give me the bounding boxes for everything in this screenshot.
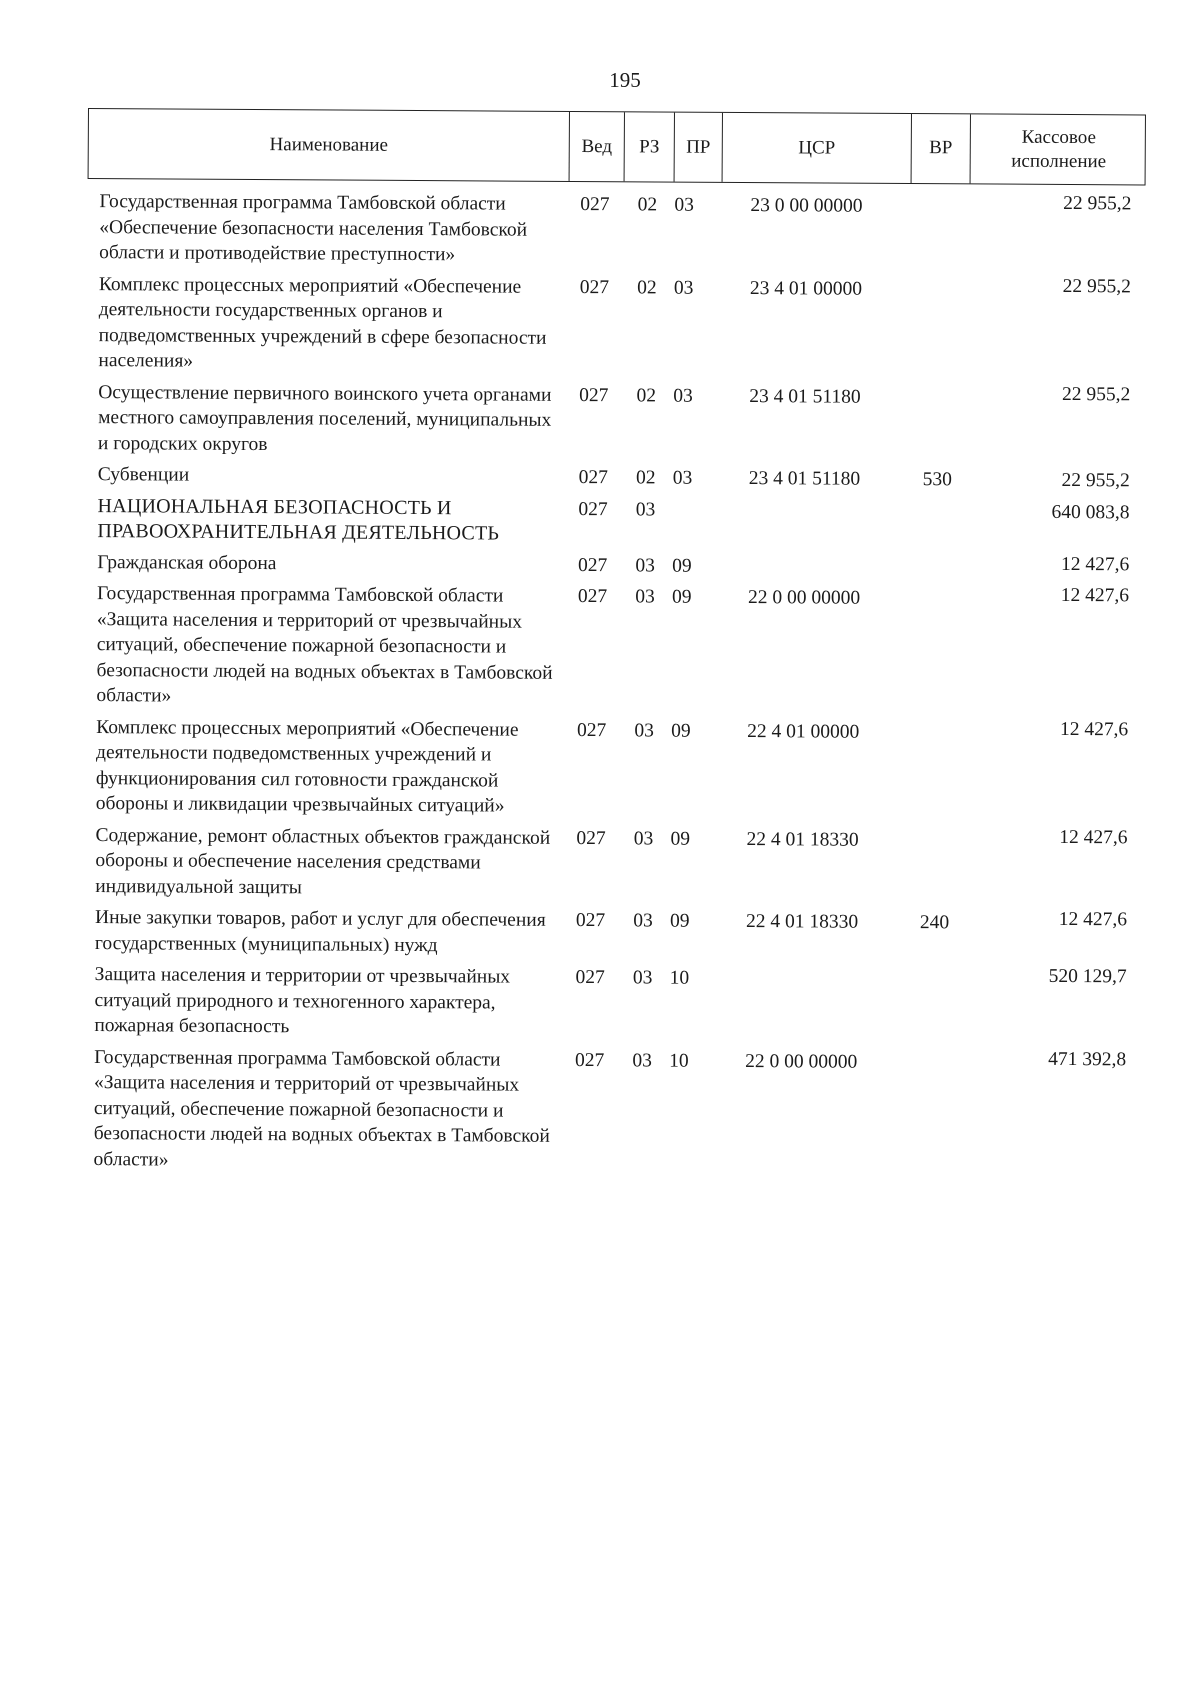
row-rz: 03 xyxy=(634,719,655,741)
row-rz: 03 xyxy=(635,586,655,608)
row-pr xyxy=(670,497,718,547)
table-row xyxy=(82,962,1140,1045)
table-row xyxy=(83,905,1141,962)
table-row xyxy=(83,822,1141,905)
row-name: Гражданская оборона xyxy=(97,551,277,574)
row-csr: 22 0 00 00000 xyxy=(747,587,861,609)
row-csr xyxy=(715,966,904,1044)
row-name: Защита населения и территории от чрезвычайных ситуаций природного и техногенного характера, пожарная безопасность xyxy=(94,964,511,1038)
row-ved: 027 xyxy=(579,276,610,298)
row-csr: 22 4 01 18330 xyxy=(745,911,859,933)
row-name: Государственная программа Тамбовской области «Обеспечение безопасности населения Тамбовской области и противодействие преступности» xyxy=(99,191,528,266)
row-ved: 027 xyxy=(578,467,608,489)
row-ved: 027 xyxy=(578,498,608,520)
row-pr: 03 xyxy=(674,194,694,216)
row-ved: 027 xyxy=(577,719,607,741)
row-csr: 23 4 01 51180 xyxy=(748,468,861,490)
row-rz: 03 xyxy=(635,498,656,520)
row-pr: 03 xyxy=(672,467,693,489)
row-name: Содержание, ремонт областных объектов гражданской обороны и обеспечение населения средствами индивидуальной защиты xyxy=(95,824,551,898)
table-row xyxy=(86,379,1144,462)
row-csr xyxy=(718,497,907,548)
row-sum: 520 129,7 xyxy=(1048,965,1127,988)
row-sum: 22 955,2 xyxy=(1061,383,1131,405)
row-vr xyxy=(907,499,966,549)
row-pr: 09 xyxy=(671,586,692,608)
row-csr: 23 4 01 51180 xyxy=(749,385,861,408)
table-row xyxy=(86,271,1145,379)
row-csr: 23 4 01 00000 xyxy=(749,277,863,300)
row-ved: 027 xyxy=(579,384,609,406)
row-name: Субвенции xyxy=(97,464,190,486)
row-pr: 10 xyxy=(669,1050,689,1072)
row-name: Иные закупки товаров, работ и услуг для обеспечения государственных (муниципальных) нужд xyxy=(94,907,546,956)
row-name: НАЦИОНАЛЬНАЯ БЕЗОПАСНОСТЬ И ПРАВООХРАНИТЕЛЬНАЯ ДЕЯТЕЛЬНОСТЬ xyxy=(97,494,500,545)
row-rz: 03 xyxy=(633,827,654,849)
header-name: Наименование xyxy=(269,133,389,156)
row-sum: 12 427,6 xyxy=(1060,584,1130,607)
row-vr: 530 xyxy=(922,469,952,491)
row-sum: 12 427,6 xyxy=(1058,908,1128,931)
row-pr: 10 xyxy=(669,967,690,989)
header-csr: ЦСР xyxy=(722,113,911,183)
table-row xyxy=(82,1044,1141,1178)
page-number: 195 xyxy=(609,68,641,92)
table-row xyxy=(84,714,1143,822)
row-rz: 03 xyxy=(633,910,653,932)
header-pr: ПР xyxy=(674,113,722,182)
row-sum: 22 955,2 xyxy=(1061,469,1130,492)
row-rz: 02 xyxy=(637,276,657,298)
row-rz: 03 xyxy=(635,554,656,576)
table-row xyxy=(86,462,1144,494)
row-sum: 12 427,6 xyxy=(1059,826,1128,848)
row-pr: 09 xyxy=(669,910,690,932)
row-sum: 22 955,2 xyxy=(1063,192,1132,215)
row-ved: 027 xyxy=(575,966,605,989)
row-ved: 027 xyxy=(575,909,606,932)
row-rz: 02 xyxy=(636,384,657,406)
row-name: Комплекс процессных мероприятий «Обеспечение деятельности подведомственных учреждений и функционирования сил готовности гражданской обороны и ликвидации чрезвычайных ситуаций» xyxy=(95,716,519,817)
row-csr: 22 4 01 18330 xyxy=(746,828,859,851)
row-name: Государственная программа Тамбовской области «Защита населения и территорий от чрезвычайных ситуаций, обеспечение пожарной безопасности и безопасности людей на водных объектах в Тамбовской области» xyxy=(96,583,553,707)
row-vr xyxy=(903,1050,963,1178)
table-row xyxy=(85,493,1143,549)
row-sum: 12 427,6 xyxy=(1060,553,1130,575)
row-vr xyxy=(909,194,968,271)
row-pr: 03 xyxy=(673,277,694,299)
table-row xyxy=(85,549,1143,581)
row-sum: 12 427,6 xyxy=(1059,718,1129,740)
row-name: Комплекс процессных мероприятий «Обеспечение деятельности государственных органов и подведомственных учреждений в сфере безопасности населения» xyxy=(98,273,547,372)
row-name: Государственная программа Тамбовской области «Защита населения и территорий от чрезвычайных ситуаций, обеспечение пожарной безопасности и безопасности людей на водных объектах в Тамбовской области» xyxy=(93,1046,550,1171)
row-csr xyxy=(718,553,907,580)
row-csr: 22 4 01 00000 xyxy=(747,720,860,743)
row-ved: 027 xyxy=(580,194,610,216)
row-vr xyxy=(908,277,968,379)
row-pr: 03 xyxy=(673,385,693,407)
row-vr xyxy=(908,385,967,462)
row-rz: 02 xyxy=(635,467,656,489)
table-header xyxy=(88,108,1146,185)
table-row xyxy=(84,581,1143,715)
header-rz: РЗ xyxy=(624,112,674,181)
row-csr: 23 0 00 00000 xyxy=(750,195,863,217)
row-vr xyxy=(906,720,966,822)
row-pr: 09 xyxy=(670,828,691,850)
row-name: Осуществление первичного воинского учета органами местного самоуправления поселений, муниципальных и городских округов xyxy=(97,381,552,455)
header-vr: ВР xyxy=(911,114,970,183)
row-pr: 09 xyxy=(672,555,692,577)
budget-table xyxy=(81,108,1146,1184)
header-ved: Вед xyxy=(569,112,624,181)
row-sum: 22 955,2 xyxy=(1062,275,1131,297)
row-vr xyxy=(905,828,964,905)
row-sum: 640 083,8 xyxy=(1051,501,1130,523)
row-rz: 03 xyxy=(632,1049,653,1071)
table-body xyxy=(82,179,1146,1178)
table-row xyxy=(87,189,1145,272)
row-rz: 03 xyxy=(632,967,653,989)
header-sum: Кассовое исполнение xyxy=(970,114,1147,184)
row-rz: 02 xyxy=(637,194,658,216)
row-csr: 22 0 00 00000 xyxy=(745,1050,858,1073)
row-pr: 09 xyxy=(671,720,691,742)
row-vr xyxy=(906,586,966,714)
row-ved: 027 xyxy=(576,827,606,849)
row-ved: 027 xyxy=(577,586,608,608)
row-sum: 471 392,8 xyxy=(1048,1048,1127,1070)
row-vr xyxy=(907,555,966,581)
row-ved: 027 xyxy=(578,554,608,576)
row-vr xyxy=(904,967,963,1044)
row-vr: 240 xyxy=(919,912,950,934)
row-ved: 027 xyxy=(575,1049,605,1071)
